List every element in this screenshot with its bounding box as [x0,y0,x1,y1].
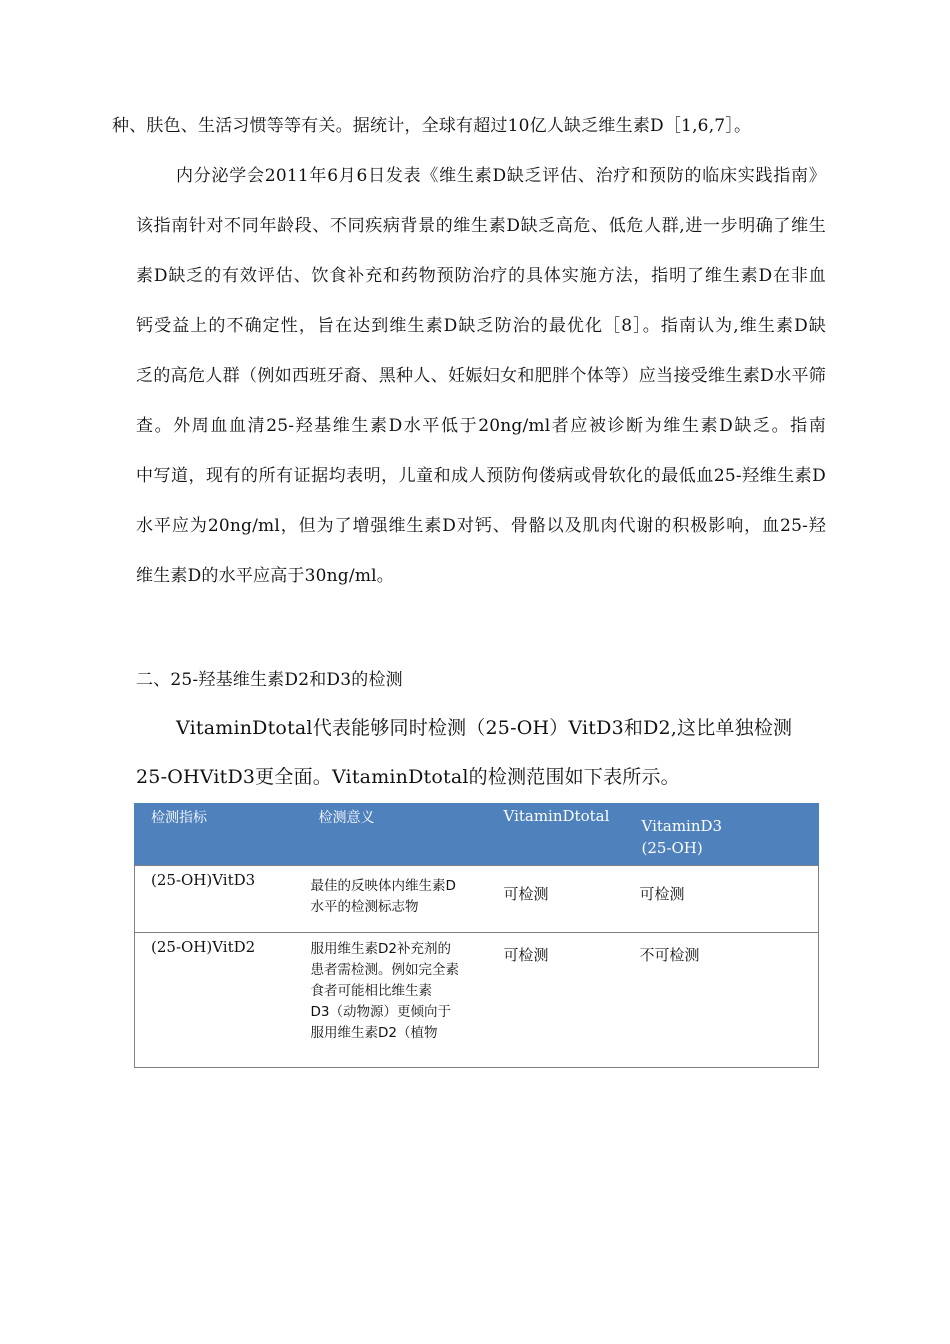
cell-d3: 可检测 [630,866,819,933]
paragraph-line: 乏的高危人群（例如西班牙裔、黑种人、妊娠妇女和肥胖个体等）应当接受维生素D水平筛 [136,366,826,386]
paragraph-line: 中写道，现有的所有证据均表明，儿童和成人预防佝偻病或骨软化的最低血25-羟维生素D [136,466,826,486]
header-meaning: 检测意义 [303,803,494,866]
paragraph-line: 查。外周血血清25-羟基维生素D水平低于20ng/ml者应被诊断为维生素D缺乏。指南 [136,416,826,436]
table-row [135,933,819,1068]
paragraph-continuation: 种、肤色、生活习惯等等有关。据统计，全球有超过10亿人缺乏维生素D［1,6,7］。 [112,116,752,136]
paragraph-line: 内分泌学会2011年6月6日发表《维生素D缺乏评估、治疗和预防的临床实践指南》 [176,166,826,186]
cell-total: 可检测 [494,933,630,1068]
detection-range-table [134,803,819,1068]
header-vitamin-d3 [630,803,819,866]
paragraph-line: VitaminDtotal代表能够同时检测（25-OH）VitD3和D2,这比单独检测 [176,717,793,739]
header-vitamin-d3-line1: VitaminD3 [641,817,723,835]
header-vitamin-d-total: VitaminDtotal [494,803,630,866]
section-heading: 二、25-羟基维生素D2和D3的检测 [136,670,403,690]
meaning-line: 食者可能相比维生素 [310,983,432,999]
paragraph-line: 钙受益上的不确定性，旨在达到维生素D缺乏防治的最优化［8］。指南认为,维生素D缺 [136,316,826,336]
cell-total: 可检测 [494,866,630,933]
cell-meaning [303,866,494,933]
paragraph-line: 水平应为20ng/ml，但为了增强维生素D对钙、骨骼以及肌肉代谢的积极影响，血25-羟 [136,516,826,536]
cell-d3: 不可检测 [630,933,819,1068]
meaning-line: 服用维生素D2补充剂的 [310,941,451,957]
cell-indicator: (25-OH)VitD2 [135,933,303,1068]
paragraph-line: 该指南针对不同年龄段、不同疾病背景的维生素D缺乏高危、低危人群,进一步明确了维生 [136,216,826,236]
meaning-line: D3（动物源）更倾向于 [310,1004,451,1020]
meaning-line: 患者需检测。例如完全素 [310,962,459,978]
meaning-line: 服用维生素D2（植物 [310,1025,438,1041]
table-row [135,866,819,933]
cell-meaning [303,933,494,1068]
meaning-line: 最佳的反映体内维生素D [310,878,456,894]
paragraph-line: 素D缺乏的有效评估、饮食补充和药物预防治疗的具体实施方法，指明了维生素D在非血 [136,266,826,286]
paragraph-line: 25-OHVitD3更全面。VitaminDtotal的检测范围如下表所示。 [136,766,680,788]
cell-indicator: (25-OH)VitD3 [135,866,303,933]
header-indicator: 检测指标 [135,803,303,866]
paragraph-line: 维生素D的水平应高于30ng/ml。 [136,566,394,586]
table-header-row [135,803,819,866]
meaning-line: 水平的检测标志物 [310,899,419,915]
header-vitamin-d3-line2: (25-OH) [641,839,703,857]
